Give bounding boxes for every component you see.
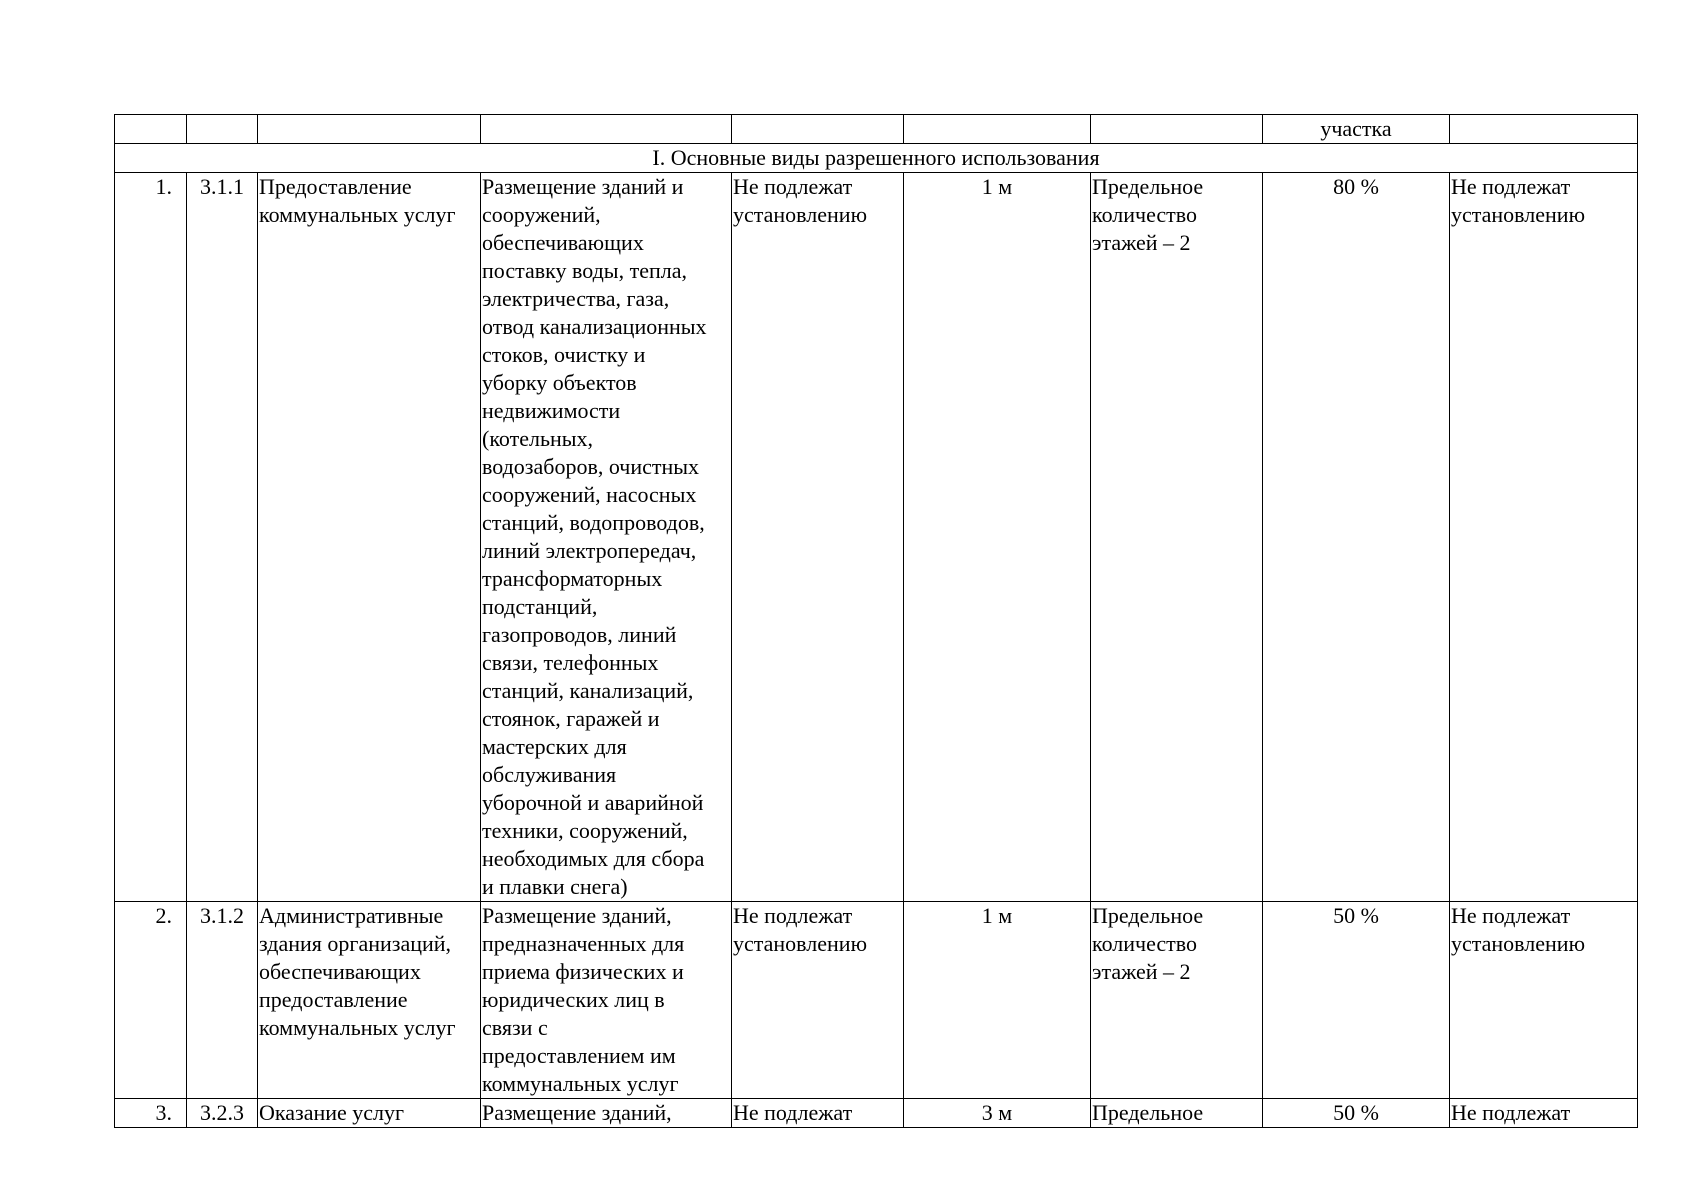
header-cell [904, 115, 1091, 144]
restrictions: Не подлежат [1450, 1099, 1638, 1128]
coverage-percent: 80 % [1263, 173, 1450, 902]
floor-limit: Предельное количество этажей – 2 [1091, 902, 1263, 1099]
use-code: 3.1.1 [187, 173, 258, 902]
coverage-percent: 50 % [1263, 902, 1450, 1099]
row-number: 2. [115, 902, 187, 1099]
row-number: 3. [115, 1099, 187, 1128]
plot-size-limit: Не подлежат [732, 1099, 904, 1128]
restrictions: Не подлежат установлению [1450, 902, 1638, 1099]
land-use-table [114, 114, 1638, 1128]
use-description: Размещение зданий и сооружений, обеспечивающих поставку воды, тепла, электричества, газа, отвод канализационных стоков, очистку и уборку объектов недвижимости (котельных, водозаборов, очистных сооружений, насосных станций, водопроводов, линий электропередач, трансформаторных подстанций, газопроводов, линий связи, телефонных станций, канализаций, стоянок, гаражей и мастерских для обслуживания уборочной и аварийной техники, сооружений, необходимых для сбора и плавки снега) [481, 173, 732, 902]
floor-limit: Предельное [1091, 1099, 1263, 1128]
header-cell [732, 115, 904, 144]
header-cell [258, 115, 481, 144]
use-description: Размещение зданий, предназначенных для приема физических и юридических лиц в связи с предоставлением им коммунальных услуг [481, 902, 732, 1099]
header-cell [1450, 115, 1638, 144]
plot-size-limit: Не подлежат установлению [732, 173, 904, 902]
header-cell [187, 115, 258, 144]
table-header-continuation-row [115, 115, 1638, 144]
header-cell-plot: участка [1263, 115, 1450, 144]
table-row [115, 173, 1638, 902]
use-name: Предоставление коммунальных услуг [258, 173, 481, 902]
use-code: 3.1.2 [187, 902, 258, 1099]
header-cell [1091, 115, 1263, 144]
coverage-percent: 50 % [1263, 1099, 1450, 1128]
section-heading-row [115, 144, 1638, 173]
restrictions: Не подлежат установлению [1450, 173, 1638, 902]
setback-distance: 3 м [904, 1099, 1091, 1128]
header-cell [481, 115, 732, 144]
table-row [115, 902, 1638, 1099]
header-cell [115, 115, 187, 144]
floor-limit: Предельное количество этажей – 2 [1091, 173, 1263, 902]
section-title: I. Основные виды разрешенного использования [115, 144, 1638, 173]
row-number: 1. [115, 173, 187, 902]
use-description: Размещение зданий, [481, 1099, 732, 1128]
setback-distance: 1 м [904, 173, 1091, 902]
table-row [115, 1099, 1638, 1128]
plot-size-limit: Не подлежат установлению [732, 902, 904, 1099]
use-name: Оказание услуг [258, 1099, 481, 1128]
setback-distance: 1 м [904, 902, 1091, 1099]
use-code: 3.2.3 [187, 1099, 258, 1128]
use-name: Административные здания организаций, обеспечивающих предоставление коммунальных услуг [258, 902, 481, 1099]
